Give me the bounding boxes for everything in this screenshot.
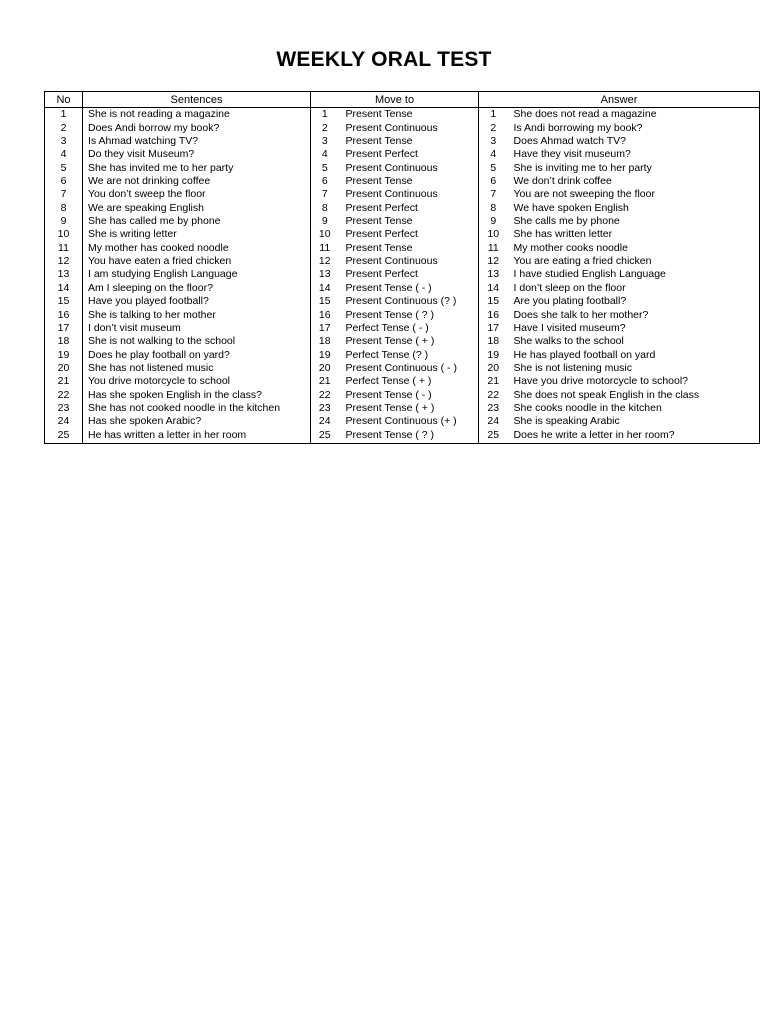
- sentence-cell: Does Andi borrow my book?: [83, 121, 311, 134]
- table-body: [45, 108, 760, 444]
- answer-number: 18: [487, 335, 500, 348]
- move-number: 10: [318, 228, 331, 241]
- answer-number: 19: [487, 348, 500, 361]
- answer-number: 20: [487, 362, 500, 374]
- table-row: [45, 228, 760, 241]
- answer-number: 23: [487, 402, 500, 415]
- move-to-cell: Present Continuous: [339, 188, 479, 201]
- answer-cell: Does she talk to her mother?: [508, 308, 760, 321]
- table-row: [45, 308, 760, 321]
- move-to-cell: Present Continuous ( - ): [339, 362, 479, 375]
- move-to-cell: Present Continuous: [339, 255, 479, 268]
- row-number: 1: [45, 108, 83, 122]
- table-row: [45, 161, 760, 174]
- answer-cell: My mother cooks noodle: [508, 242, 760, 255]
- answer-number: 7: [490, 188, 497, 201]
- table-row: [45, 402, 760, 415]
- sentence-cell: He has written a letter in her room: [83, 429, 311, 444]
- move-number: 11: [319, 241, 331, 254]
- move-number: 1: [321, 108, 328, 121]
- move-number: 17: [318, 321, 331, 334]
- answer-cell: She has written letter: [508, 228, 760, 241]
- row-number: 24: [45, 415, 83, 428]
- table-row: [45, 322, 760, 335]
- table-row: [45, 242, 760, 255]
- sentence-cell: She is writing letter: [83, 228, 311, 241]
- move-to-cell: Present Continuous (+ ): [339, 415, 479, 428]
- row-number: 16: [45, 308, 83, 321]
- answer-cell: We don’t drink coffee: [508, 175, 760, 188]
- table-row: [45, 215, 760, 228]
- move-to-cell: Perfect Tense ( - ): [339, 322, 479, 335]
- answer-cell: Does he write a letter in her room?: [508, 429, 760, 444]
- row-number: 19: [45, 348, 83, 361]
- header-no: No: [45, 92, 83, 108]
- move-number: 12: [318, 255, 331, 268]
- move-to-cell: Present Tense ( + ): [339, 402, 479, 415]
- sentence-cell: She has not listened music: [83, 362, 311, 375]
- answer-cell: You are eating a fried chicken: [508, 255, 760, 268]
- header-move-to: Move to: [311, 92, 479, 108]
- sentence-cell: She has invited me to her party: [83, 161, 311, 174]
- table-row: [45, 255, 760, 268]
- row-number: 17: [45, 322, 83, 335]
- table-row: [45, 135, 760, 148]
- sentence-cell: Does he play football on yard?: [83, 348, 311, 361]
- move-number: 18: [318, 335, 331, 348]
- row-number: 4: [45, 148, 83, 161]
- answer-number: 12: [487, 255, 500, 268]
- row-number: 3: [45, 135, 83, 148]
- row-number: 14: [45, 282, 83, 295]
- table-row: [45, 188, 760, 201]
- answer-number: 21: [487, 375, 500, 388]
- sentence-cell: Has she spoken English in the class?: [83, 389, 311, 402]
- move-number: 22: [318, 388, 331, 401]
- sentence-cell: She has not cooked noodle in the kitchen: [83, 402, 311, 415]
- table-row: [45, 148, 760, 161]
- table-row: [45, 429, 760, 444]
- answer-cell: Is Andi borrowing my book?: [508, 121, 760, 134]
- move-number: 6: [321, 174, 328, 187]
- answer-cell: He has played football on yard: [508, 348, 760, 361]
- answer-cell: She walks to the school: [508, 335, 760, 348]
- sentence-cell: I don’t visit museum: [83, 322, 311, 335]
- move-number: 24: [318, 415, 331, 428]
- answer-cell: She is speaking Arabic: [508, 415, 760, 428]
- sentence-cell: I am studying English Language: [83, 268, 311, 281]
- row-number: 6: [45, 175, 83, 188]
- answer-number: 16: [487, 308, 500, 321]
- answer-cell: Have I visited museum?: [508, 322, 760, 335]
- table-row: [45, 268, 760, 281]
- answer-cell: Have they visit museum?: [508, 148, 760, 161]
- sentence-cell: She is talking to her mother: [83, 308, 311, 321]
- answer-cell: Are you plating football?: [508, 295, 760, 308]
- move-number: 20: [318, 362, 331, 374]
- row-number: 9: [45, 215, 83, 228]
- move-number: 23: [318, 402, 331, 415]
- sentence-cell: Has she spoken Arabic?: [83, 415, 311, 428]
- row-number: 5: [45, 161, 83, 174]
- row-number: 18: [45, 335, 83, 348]
- answer-number: 14: [487, 281, 500, 294]
- table-row: [45, 362, 760, 375]
- move-to-cell: Perfect Tense (? ): [339, 348, 479, 361]
- move-number: 21: [318, 375, 331, 388]
- move-number: 9: [321, 215, 328, 228]
- row-number: 13: [45, 268, 83, 281]
- sentence-cell: You don’t sweep the floor: [83, 188, 311, 201]
- answer-cell: She is not listening music: [508, 362, 760, 375]
- table-row: [45, 389, 760, 402]
- sentence-cell: My mother has cooked noodle: [83, 242, 311, 255]
- answer-number: 2: [490, 121, 497, 134]
- move-to-cell: Present Perfect: [339, 148, 479, 161]
- move-to-cell: Present Tense ( ? ): [339, 308, 479, 321]
- table-row: [45, 108, 760, 122]
- answer-number: 25: [479, 429, 508, 444]
- sentence-cell: We are not drinking coffee: [83, 175, 311, 188]
- move-to-cell: Present Continuous (? ): [339, 295, 479, 308]
- answer-cell: Have you drive motorcycle to school?: [508, 375, 760, 388]
- row-number: 8: [45, 202, 83, 215]
- answer-number: 4: [490, 148, 497, 161]
- sentence-cell: Do they visit Museum?: [83, 148, 311, 161]
- move-to-cell: Present Tense ( - ): [339, 282, 479, 295]
- sentence-cell: You have eaten a fried chicken: [83, 255, 311, 268]
- answer-number: 5: [490, 161, 497, 174]
- move-to-cell: Perfect Tense ( + ): [339, 375, 479, 388]
- move-to-cell: Present Tense: [339, 108, 479, 122]
- sentence-cell: We are speaking English: [83, 202, 311, 215]
- move-number: 7: [321, 188, 328, 201]
- answer-cell: I have studied English Language: [508, 268, 760, 281]
- sentence-cell: Am I sleeping on the floor?: [83, 282, 311, 295]
- answer-cell: She does not speak English in the class: [508, 389, 760, 402]
- table-row: [45, 348, 760, 361]
- row-number: 21: [45, 375, 83, 388]
- move-number: 14: [318, 281, 331, 294]
- table-row: [45, 175, 760, 188]
- answer-cell: She cooks noodle in the kitchen: [508, 402, 760, 415]
- sentence-cell: She has called me by phone: [83, 215, 311, 228]
- move-to-cell: Present Tense: [339, 175, 479, 188]
- sentence-cell: Is Ahmad watching TV?: [83, 135, 311, 148]
- answer-number: 6: [490, 174, 497, 187]
- sentence-cell: You drive motorcycle to school: [83, 375, 311, 388]
- row-number: 15: [45, 295, 83, 308]
- move-to-cell: Present Perfect: [339, 268, 479, 281]
- move-to-cell: Present Tense ( ? ): [339, 429, 479, 444]
- answer-number: 3: [490, 134, 497, 147]
- table-row: [45, 295, 760, 308]
- move-number: 25: [311, 429, 339, 444]
- row-number: 10: [45, 228, 83, 241]
- sentence-cell: She is not reading a magazine: [83, 108, 311, 122]
- move-number: 13: [318, 268, 331, 281]
- table-row: [45, 375, 760, 388]
- answer-cell: She does not read a magazine: [508, 108, 760, 122]
- answer-cell: She is inviting me to her party: [508, 161, 760, 174]
- answer-cell: She calls me by phone: [508, 215, 760, 228]
- row-number: 25: [45, 429, 83, 444]
- row-number: 20: [45, 362, 83, 375]
- answer-cell: You are not sweeping the floor: [508, 188, 760, 201]
- row-number: 7: [45, 188, 83, 201]
- move-to-cell: Present Continuous: [339, 161, 479, 174]
- answer-cell: We have spoken English: [508, 202, 760, 215]
- move-to-cell: Present Tense: [339, 242, 479, 255]
- answer-cell: I don’t sleep on the floor: [508, 282, 760, 295]
- move-number: 19: [318, 348, 331, 361]
- table-row: [45, 415, 760, 428]
- table-row: [45, 282, 760, 295]
- move-number: 2: [321, 121, 328, 134]
- answer-cell: Does Ahmad watch TV?: [508, 135, 760, 148]
- oral-test-table: [44, 91, 760, 444]
- move-number: 16: [318, 308, 331, 321]
- move-to-cell: Present Tense: [339, 215, 479, 228]
- move-number: 4: [321, 148, 328, 161]
- header-answer: Answer: [479, 92, 760, 108]
- row-number: 2: [45, 121, 83, 134]
- table-row: [45, 121, 760, 134]
- answer-number: 24: [487, 415, 500, 428]
- move-to-cell: Present Perfect: [339, 228, 479, 241]
- answer-number: 11: [487, 241, 499, 254]
- move-number: 3: [321, 134, 328, 147]
- row-number: 23: [45, 402, 83, 415]
- answer-number: 22: [487, 388, 500, 401]
- move-number: 8: [321, 201, 328, 214]
- move-to-cell: Present Tense: [339, 135, 479, 148]
- answer-number: 13: [487, 268, 500, 281]
- sentence-cell: She is not walking to the school: [83, 335, 311, 348]
- answer-number: 9: [490, 215, 497, 228]
- answer-number: 17: [487, 321, 500, 334]
- answer-number: 10: [487, 228, 500, 241]
- move-to-cell: Present Tense ( + ): [339, 335, 479, 348]
- row-number: 22: [45, 389, 83, 402]
- answer-number: 1: [490, 108, 497, 121]
- move-to-cell: Present Perfect: [339, 202, 479, 215]
- table-row: [45, 202, 760, 215]
- move-number: 15: [318, 295, 331, 308]
- table-row: [45, 335, 760, 348]
- move-to-cell: Present Tense ( - ): [339, 389, 479, 402]
- move-number: 5: [321, 161, 328, 174]
- row-number: 12: [45, 255, 83, 268]
- page-title: WEEKLY ORAL TEST: [276, 48, 492, 71]
- sentence-cell: Have you played football?: [83, 295, 311, 308]
- row-number: 11: [45, 242, 83, 255]
- answer-number: 8: [490, 201, 497, 214]
- table-header-row: [45, 92, 760, 108]
- header-sentences: Sentences: [83, 92, 311, 108]
- answer-number: 15: [487, 295, 500, 308]
- move-to-cell: Present Continuous: [339, 121, 479, 134]
